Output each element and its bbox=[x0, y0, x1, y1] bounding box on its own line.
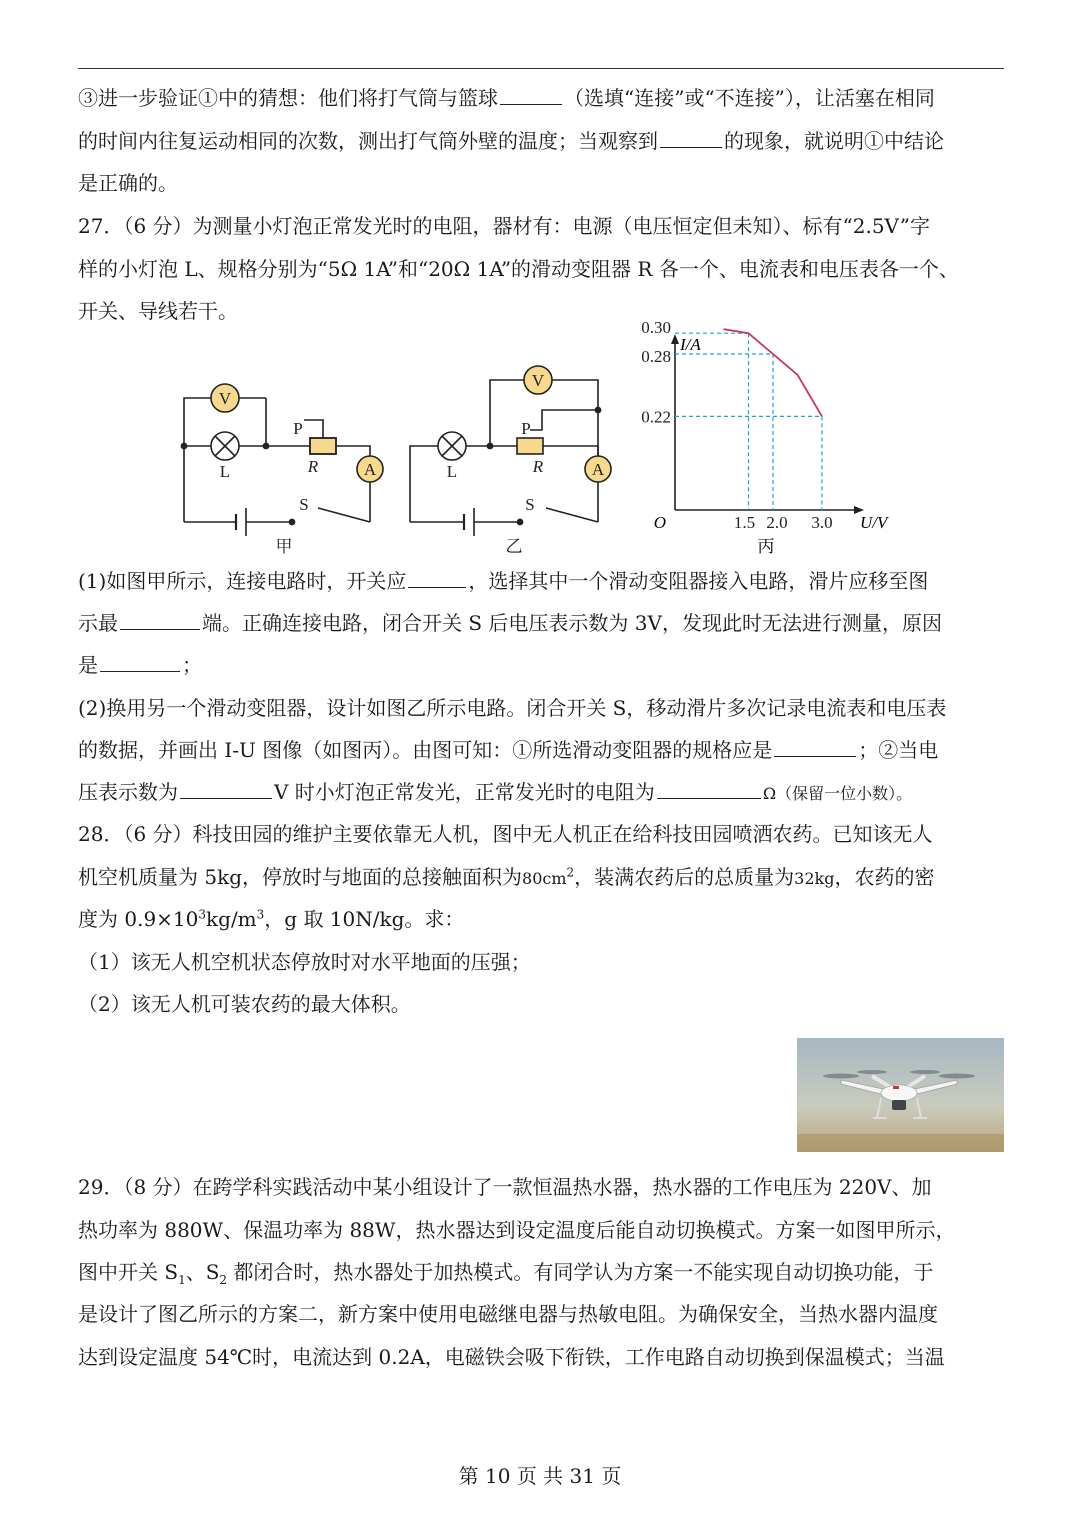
q29-line-3 bbox=[78, 1251, 1004, 1294]
q29-text: 图中开关 S bbox=[78, 1260, 179, 1284]
q27-intro-1: 27．（6 分）为测量小灯泡正常发光时的电阻，器材有：电源（电压恒定但未知）、标有“2.5V”字 bbox=[78, 214, 930, 238]
q26-line-2 bbox=[78, 120, 1004, 163]
slider-label: P bbox=[521, 419, 531, 438]
q28-sub-2: （2）该无人机可装农药的最大体积。 bbox=[78, 992, 411, 1016]
q27-text: ；②当电 bbox=[858, 738, 939, 762]
q26-text: 的时间内往复运动相同的次数，测出打气筒外壁的温度；当观察到 bbox=[78, 129, 658, 153]
q29-subscript: 2 bbox=[219, 1273, 228, 1287]
q27-text: 是 bbox=[78, 653, 98, 677]
x-tick-label: 1.5 bbox=[733, 513, 756, 532]
q26-text: 的现象，就说明①中结论 bbox=[724, 129, 944, 153]
q28-area-exponent: 2 bbox=[566, 865, 575, 880]
circuit-figures bbox=[170, 318, 920, 562]
q29-subscript: 1 bbox=[178, 1273, 186, 1287]
rheostat-label: R bbox=[307, 457, 319, 476]
page-footer: 第 10 页 共 31 页 bbox=[458, 1464, 622, 1488]
q29-text: 、S bbox=[185, 1260, 220, 1284]
q28-exponent: 3 bbox=[256, 907, 265, 922]
q27-text: (1)如图甲所示，连接电路时，开关应 bbox=[78, 569, 407, 593]
y-tick-label: 0.28 bbox=[641, 347, 671, 366]
q27-intro-3: 开关、导线若干。 bbox=[78, 299, 238, 323]
q28-text: ，农药的密 bbox=[834, 865, 935, 889]
q28-text: kg/m bbox=[206, 907, 257, 931]
q28-line-1: 28．（6 分）科技田园的维护主要依靠无人机，图中无人机正在给科技田园喷洒农药。已知该无人 bbox=[78, 822, 933, 846]
figure-yi-caption: 乙 bbox=[505, 537, 523, 556]
q27-p2-line-3 bbox=[78, 771, 1004, 816]
voltmeter-label: V bbox=[531, 371, 545, 390]
switch-label: S bbox=[299, 495, 309, 514]
q28-line-3 bbox=[78, 898, 1004, 941]
origin-label: O bbox=[653, 513, 666, 532]
q28-exponent: 3 bbox=[198, 907, 207, 922]
circuit-yi bbox=[410, 366, 611, 536]
ammeter-label: A bbox=[591, 460, 605, 479]
q28-sub-1: （1）该无人机空机状态停放时对水平地面的压强； bbox=[78, 950, 531, 974]
q27-p1-line-3 bbox=[78, 644, 1004, 687]
ammeter-label: A bbox=[363, 460, 377, 479]
lamp-label: L bbox=[446, 462, 458, 481]
x-axis-label: U/V bbox=[860, 513, 888, 532]
q28-area-value: 80cm bbox=[522, 869, 567, 888]
answer-blank[interactable] bbox=[120, 609, 200, 630]
q26-line-1 bbox=[78, 77, 1004, 120]
drone-photo bbox=[797, 1038, 1004, 1152]
q27-p2-line-2 bbox=[78, 729, 1004, 772]
q27-p2-line-1: (2)换用另一个滑动变阻器，设计如图乙所示电路。闭合开关 S，移动滑片多次记录电流表和电压表 bbox=[78, 696, 947, 720]
q26-text: （选填“连接”或“不连接”），让活塞在相同 bbox=[564, 86, 935, 110]
q28-text: 度为 0.9×10 bbox=[78, 907, 199, 931]
answer-blank[interactable] bbox=[774, 736, 856, 757]
q28-text: 机空机质量为 5kg，停放时与地面的总接触面积为 bbox=[78, 865, 523, 889]
voltmeter-label: V bbox=[218, 389, 232, 408]
answer-blank[interactable] bbox=[180, 778, 272, 799]
q27-text: 的数据，并画出 I-U 图像（如图丙）。由图可知：①所选滑动变阻器的规格应是 bbox=[78, 738, 773, 762]
answer-blank[interactable] bbox=[657, 778, 761, 799]
q27-text: V 时小灯泡正常发光，正常发光时的电阻为 bbox=[274, 780, 655, 804]
y-axis-label: I/A bbox=[680, 335, 701, 354]
slider-label: P bbox=[293, 419, 303, 438]
answer-blank[interactable] bbox=[100, 651, 180, 672]
iu-graph bbox=[641, 318, 890, 556]
answer-blank[interactable] bbox=[408, 567, 466, 588]
q29-line-2: 热功率为 880W、保温功率为 88W，热水器达到设定温度后能自动切换模式。方案一如图甲所示， bbox=[78, 1218, 956, 1242]
switch-label: S bbox=[525, 495, 535, 514]
q28-text: ，g 取 10N/kg。求： bbox=[264, 907, 465, 931]
q28-mass-value: 32kg bbox=[794, 869, 835, 888]
header-rule bbox=[78, 68, 1004, 69]
figure-bing-caption: 丙 bbox=[757, 537, 775, 556]
answer-blank[interactable] bbox=[660, 127, 722, 148]
q27-text: ，选择其中一个滑动变阻器接入电路，滑片应移至图 bbox=[468, 569, 929, 593]
q27-text: 压表示数为 bbox=[78, 780, 178, 804]
rheostat-label: R bbox=[532, 457, 544, 476]
q26-line-3: 是正确的。 bbox=[78, 171, 178, 195]
q27-text: 端。正确连接电路，闭合开关 S 后电压表示数为 3V，发现此时无法进行测量，原因 bbox=[202, 611, 942, 635]
q26-text: ③进一步验证①中的猜想：他们将打气筒与篮球 bbox=[78, 86, 498, 110]
lamp-label: L bbox=[219, 462, 231, 481]
q29-text: 都闭合时，热水器处于加热模式。有同学认为方案一不能实现自动切换功能，于 bbox=[227, 1260, 934, 1284]
q29-line-5: 达到设定温度 54℃时，电流达到 0.2A，电磁铁会吸下衔铁，工作电路自动切换到保温模式；当温 bbox=[78, 1345, 945, 1369]
q29-line-4: 是设计了图乙所示的方案二，新方案中使用电磁继电器与热敏电阻。为确保安全，当热水器内温度 bbox=[78, 1302, 938, 1326]
q28-text: ，装满农药后的总质量为 bbox=[574, 865, 795, 889]
q28-line-2 bbox=[78, 856, 1004, 901]
q27-text: 示最 bbox=[78, 611, 118, 635]
y-tick-label: 0.30 bbox=[641, 318, 671, 338]
answer-blank[interactable] bbox=[500, 84, 562, 105]
q27-text: Ω（保留一位小数）。 bbox=[762, 784, 913, 803]
q27-text: ； bbox=[182, 653, 202, 677]
q27-p1-line-2 bbox=[78, 602, 1004, 645]
figure-jia-caption: 甲 bbox=[275, 537, 293, 556]
q27-intro-2: 样的小灯泡 L、规格分别为“5Ω 1A”和“20Ω 1A”的滑动变阻器 R 各一个、电流表和电压表各一个、 bbox=[78, 257, 959, 281]
q27-p1-line-1 bbox=[78, 560, 1004, 603]
x-tick-label: 3.0 bbox=[811, 513, 833, 532]
q29-line-1: 29．（8 分）在跨学科实践活动中某小组设计了一款恒温热水器，热水器的工作电压为 220V、加 bbox=[78, 1175, 932, 1199]
y-tick-label: 0.22 bbox=[641, 407, 671, 427]
circuit-jia bbox=[184, 384, 383, 536]
x-tick-label: 2.0 bbox=[766, 513, 788, 532]
